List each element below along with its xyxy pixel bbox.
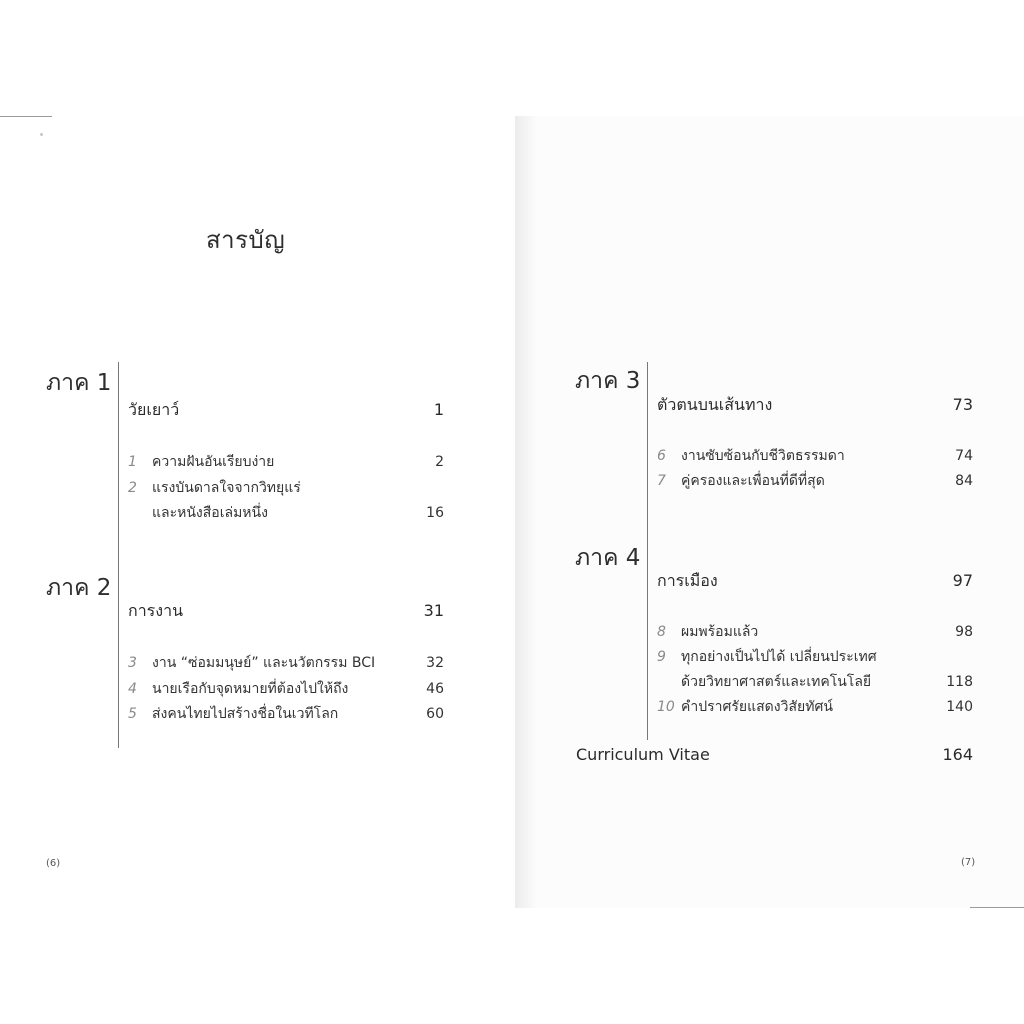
chapter-title: งาน “ซ่อมมนุษย์” และนวัตกรรม BCI [152, 655, 376, 671]
chapter-page-number: 140 [946, 699, 973, 715]
right-page [515, 116, 1024, 908]
cv-page-number: 164 [942, 745, 973, 764]
chapter-row-5[interactable] [128, 703, 444, 725]
chapter-row-4[interactable] [128, 678, 444, 700]
chapter-title: ทุกอย่างเป็นไปได้ เปลี่ยนประเทศ [681, 649, 877, 665]
chapter-title: ผมพร้อมแล้ว [681, 624, 759, 640]
chapter-row-6[interactable] [657, 445, 973, 467]
section-title: การงาน [128, 601, 183, 620]
chapter-page-number: 98 [955, 624, 973, 640]
curriculum-vitae-row[interactable] [576, 745, 973, 764]
chapter-number: 6 [657, 448, 666, 464]
cv-title: Curriculum Vitae [576, 745, 710, 764]
chapter-title: ด้วยวิทยาศาสตร์และเทคโนโลยี [681, 674, 872, 690]
section-row-part-4[interactable] [657, 569, 973, 594]
chapter-row-9[interactable] [657, 646, 973, 668]
right-folio: (7) [961, 857, 976, 868]
part-3-label: ภาค 3 [575, 368, 641, 394]
right-vertical-rule [647, 362, 648, 740]
crop-mark-top-left [0, 116, 52, 117]
chapter-page-number: 16 [426, 505, 444, 521]
chapter-number: 2 [128, 480, 137, 496]
chapter-number: 3 [128, 655, 137, 671]
chapter-title: งานซับซ้อนกับชีวิตธรรมดา [681, 448, 845, 464]
crop-mark-bottom-right [970, 907, 1024, 908]
section-page-number: 31 [423, 601, 444, 620]
chapter-title: คำปราศรัยแสดงวิสัยทัศน์ [681, 699, 833, 715]
chapter-row-10[interactable] [657, 696, 973, 718]
section-title: การเมือง [657, 571, 718, 590]
chapter-title: ส่งคนไทยไปสร้างชื่อในเวทีโลก [152, 706, 339, 722]
part-1-label: ภาค 1 [46, 370, 112, 396]
chapter-number: 8 [657, 624, 666, 640]
chapter-number: 10 [657, 699, 675, 715]
chapter-page-number: 60 [426, 706, 444, 722]
chapter-page-number: 32 [426, 655, 444, 671]
chapter-page-number: 84 [955, 473, 973, 489]
chapter-number: 1 [128, 454, 137, 470]
chapter-title: ความฝันอันเรียบง่าย [152, 454, 275, 470]
paper-speck [40, 133, 43, 136]
chapter-page-number: 46 [426, 681, 444, 697]
chapter-title: นายเรือกับจุดหมายที่ต้องไปให้ถึง [152, 681, 349, 697]
chapter-row-7[interactable] [657, 470, 973, 492]
chapter-number: 4 [128, 681, 137, 697]
gutter-shadow [515, 116, 537, 908]
part-2-label: ภาค 2 [46, 575, 112, 601]
chapter-row-9-continued[interactable] [657, 671, 973, 693]
chapter-page-number: 2 [435, 454, 444, 470]
chapter-title: และหนังสือเล่มหนึ่ง [152, 505, 268, 521]
chapter-number: 7 [657, 473, 666, 489]
section-row-part-2[interactable] [128, 599, 444, 624]
chapter-row-2[interactable] [128, 477, 444, 499]
section-page-number: 73 [952, 395, 973, 414]
section-page-number: 1 [433, 400, 444, 419]
chapter-row-3[interactable] [128, 652, 444, 674]
chapter-row-2-continued[interactable] [128, 502, 444, 524]
section-page-number: 97 [952, 571, 973, 590]
chapter-number: 9 [657, 649, 666, 665]
section-row-part-1[interactable] [128, 398, 444, 423]
chapter-title: แรงบันดาลใจจากวิทยุแร่ [152, 480, 301, 496]
chapter-number: 5 [128, 706, 137, 722]
section-title: ตัวตนบนเส้นทาง [657, 395, 773, 414]
chapter-row-8[interactable] [657, 621, 973, 643]
chapter-page-number: 74 [955, 448, 973, 464]
left-vertical-rule [118, 362, 119, 748]
chapter-title: คู่ครองและเพื่อนที่ดีที่สุด [681, 473, 825, 489]
chapter-page-number: 118 [946, 674, 973, 690]
toc-title: สารบัญ [206, 226, 286, 254]
section-title: วัยเยาว์ [128, 400, 180, 419]
left-folio: (6) [46, 858, 61, 869]
part-4-label: ภาค 4 [575, 545, 641, 571]
section-row-part-3[interactable] [657, 393, 973, 418]
chapter-row-1[interactable] [128, 451, 444, 473]
